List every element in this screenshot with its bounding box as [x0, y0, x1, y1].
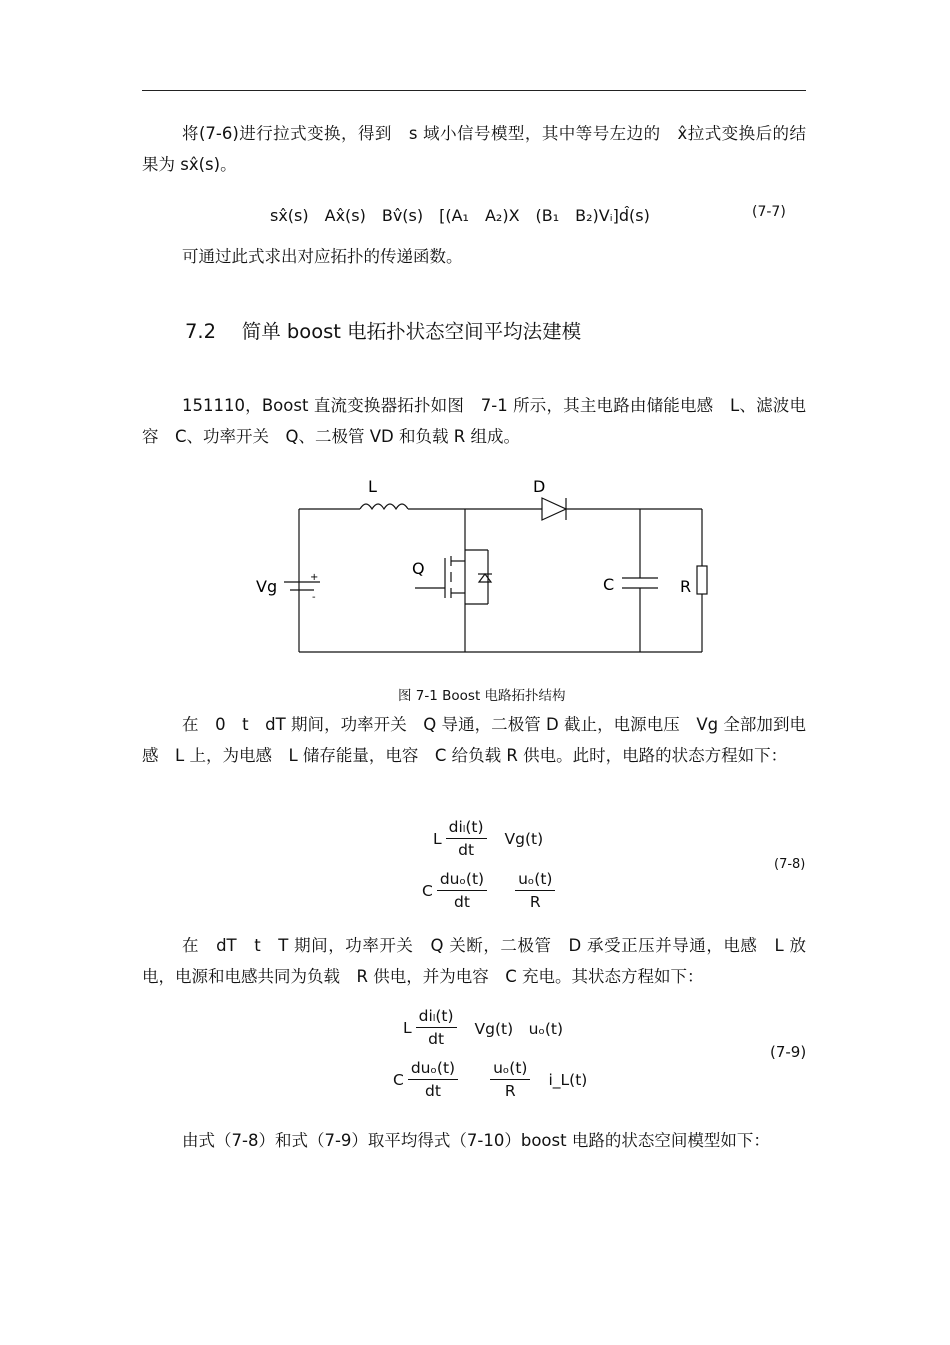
- equation-7-9-line1: [403, 1007, 563, 1048]
- section-heading: 7.2 简单 boost 电拓扑状态空间平均法建模: [185, 320, 582, 343]
- eq78-frac2-den: dt: [453, 893, 470, 911]
- label-D: D: [533, 477, 546, 496]
- figure-caption: 图 7-1 Boost 电路拓扑结构: [398, 688, 566, 704]
- eq79-lhs-C: C: [393, 1070, 404, 1089]
- label-Vg: Vg: [256, 577, 278, 596]
- paragraph-transfer-function: 可通过此式求出对应拓扑的传递函数。: [182, 247, 463, 266]
- eq79-frac2: [408, 1059, 458, 1100]
- eq78-frac1: [446, 818, 487, 859]
- inductor-coil: [360, 504, 408, 509]
- paragraph-boost-intro: 151110，Boost 直流变换器拓扑如图 7-1 所示，其主电路由储能电感 L、滤波电容 C、功率开关 Q、二极管 VD 和负载 R 组成。: [142, 396, 806, 446]
- paragraph-off-state: 在 dT t T 期间，功率开关 Q 关断，二极管 D 承受正压并导通，电感 L 放电，电源和电感共同为负载 R 供电，并为电容 C 充电。其状态方程如下：: [142, 936, 806, 986]
- eq79-frac3-den: R: [504, 1082, 516, 1100]
- eq79-rhs1: Vg(t) uₒ(t): [474, 1019, 564, 1038]
- eq79-frac3: [490, 1059, 530, 1100]
- eq79-tail: i_L(t): [548, 1070, 588, 1089]
- equation-number-7-8: (7-8): [774, 857, 806, 872]
- equation-number-7-9: (7-9): [770, 1043, 807, 1061]
- label-R: R: [680, 577, 692, 596]
- eq79-frac3-num: uₒ(t): [490, 1059, 530, 1080]
- eq79-frac1-den: dt: [428, 1030, 445, 1048]
- paragraph-laplace: 将(7-6)进行拉式变换，得到 s 域小信号模型，其中等号左边的 x̂拉式变换后的结果为 sx̂(s)。: [142, 124, 806, 174]
- equation-7-7: sx̂(s) Ax̂(s) Bv̂(s) [(A₁ A₂)X (B₁ B₂)Vᵢ]d̂(s): [270, 206, 650, 225]
- equation-7-8-line2: [422, 870, 555, 911]
- eq79-lhs-L: L: [403, 1018, 412, 1037]
- equation-number-7-7: (7-7): [752, 204, 786, 220]
- label-L: L: [368, 477, 377, 496]
- eq78-frac2: [437, 870, 487, 911]
- eq79-frac2-den: dt: [424, 1082, 441, 1100]
- boost-circuit-diagram: [240, 470, 720, 670]
- label-C: C: [603, 575, 615, 594]
- paragraph-average: 由式（7-8）和式（7-9）取平均得式（7-10）boost 电路的状态空间模型如下：: [182, 1131, 770, 1150]
- eq78-lhs-C: C: [422, 881, 433, 900]
- eq78-lhs-L: L: [433, 829, 442, 848]
- eq78-frac1-den: dt: [458, 841, 475, 859]
- label-Q: Q: [412, 559, 425, 578]
- label-minus: -: [312, 592, 316, 603]
- eq78-rhs1: Vg(t): [504, 829, 544, 848]
- label-plus: +: [310, 572, 319, 583]
- equation-7-8-line1: [433, 818, 543, 859]
- header-rule: [142, 90, 806, 91]
- eq79-frac1-num: diₗ(t): [416, 1007, 457, 1028]
- diode-triangle: [542, 498, 566, 520]
- eq79-frac1: [416, 1007, 457, 1048]
- eq79-frac2-num: duₒ(t): [408, 1059, 458, 1080]
- eq78-frac3-den: R: [529, 893, 541, 911]
- resistor-body: [697, 566, 707, 594]
- eq78-frac3-num: uₒ(t): [515, 870, 555, 891]
- paragraph-on-state: 在 0 t dT 期间，功率开关 Q 导通，二极管 D 截止，电源电压 Vg 全部加到电感 L 上，为电感 L 储存能量，电容 C 给负载 R 供电。此时，电路的状态方程如下：: [142, 715, 806, 765]
- equation-7-9-line2: [393, 1059, 587, 1100]
- eq78-frac2-num: duₒ(t): [437, 870, 487, 891]
- eq78-frac1-num: diₗ(t): [446, 818, 487, 839]
- eq78-frac3: [515, 870, 555, 911]
- body-diode: [479, 574, 491, 582]
